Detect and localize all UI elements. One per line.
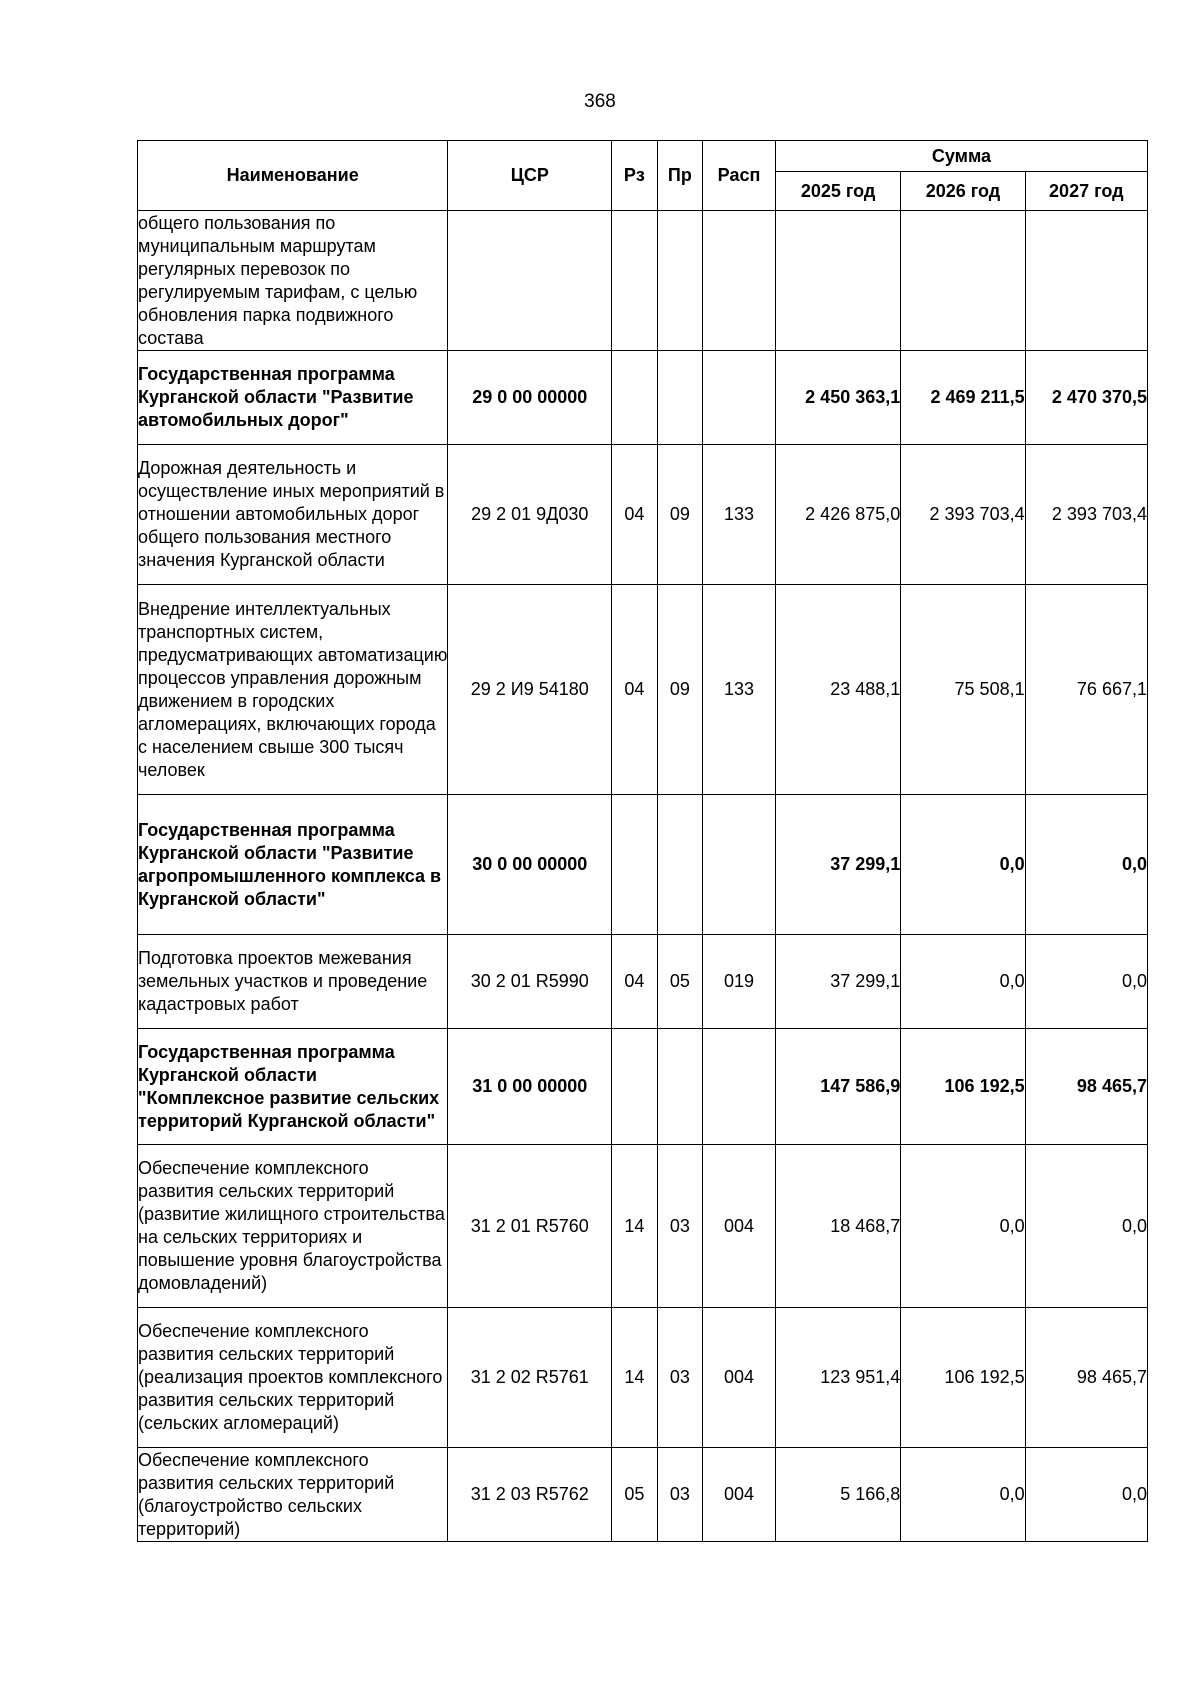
column-header-rz: Рз (612, 141, 657, 211)
row-rz: 14 (612, 1145, 657, 1308)
row-amount-2026: 0,0 (901, 795, 1025, 935)
row-rz: 14 (612, 1308, 657, 1448)
row-rz (612, 211, 657, 351)
row-pr (657, 795, 702, 935)
table-row-program (138, 1029, 1148, 1145)
row-rasp (703, 1029, 776, 1145)
row-name: Обеспечение комплексного развития сельских территорий (развитие жилищного строительства на сельских территориях и повышение уровня благоустройства домовладений) (138, 1145, 448, 1308)
row-rasp: 133 (703, 445, 776, 585)
row-amount-2027: 2 393 703,4 (1025, 445, 1147, 585)
page-number: 368 (584, 91, 616, 112)
row-name: Государственная программа Курганской области "Развитие автомобильных дорог" (138, 351, 448, 445)
row-rz (612, 351, 657, 445)
row-csr: 31 2 02 R5761 (448, 1308, 612, 1448)
row-amount-2025 (775, 211, 900, 351)
column-header-rasp: Расп (703, 141, 776, 211)
row-pr (657, 351, 702, 445)
row-name: Внедрение интеллектуальных транспортных систем, предусматривающих автоматизацию процессов управления дорожным движением в городских агломерациях, включающих города с населением свыше 300 тысяч человек (138, 585, 448, 795)
column-header-name: Наименование (138, 141, 448, 211)
table-row (138, 585, 1148, 795)
row-rz: 04 (612, 935, 657, 1029)
row-rasp (703, 211, 776, 351)
column-header-sum: Сумма (775, 141, 1147, 172)
row-name: Государственная программа Курганской области "Развитие агропромышленного комплекса в Курганской области" (138, 795, 448, 935)
row-csr: 29 2 01 9Д030 (448, 445, 612, 585)
row-amount-2027: 0,0 (1025, 795, 1147, 935)
row-amount-2025: 37 299,1 (775, 935, 900, 1029)
row-amount-2026 (901, 211, 1025, 351)
table-row (138, 1448, 1148, 1542)
table-header-row (138, 141, 1148, 172)
row-amount-2025: 2 426 875,0 (775, 445, 900, 585)
row-pr: 03 (657, 1145, 702, 1308)
row-csr: 29 2 И9 54180 (448, 585, 612, 795)
row-amount-2026: 0,0 (901, 1145, 1025, 1308)
row-rasp: 004 (703, 1145, 776, 1308)
row-name: общего пользования по муниципальным маршрутам регулярных перевозок по регулируемым тарифам, с целью обновления парка подвижного состава (138, 211, 448, 351)
row-amount-2027: 0,0 (1025, 935, 1147, 1029)
row-rasp: 004 (703, 1308, 776, 1448)
row-csr: 30 0 00 00000 (448, 795, 612, 935)
row-amount-2026: 0,0 (901, 935, 1025, 1029)
row-amount-2027: 98 465,7 (1025, 1308, 1147, 1448)
row-amount-2027: 98 465,7 (1025, 1029, 1147, 1145)
row-name: Государственная программа Курганской области "Комплексное развитие сельских территорий Курганской области" (138, 1029, 448, 1145)
row-csr (448, 211, 612, 351)
table-row (138, 211, 1148, 351)
row-amount-2025: 18 468,7 (775, 1145, 900, 1308)
column-header-2027: 2027 год (1025, 172, 1147, 211)
table-row (138, 1308, 1148, 1448)
row-amount-2027: 0,0 (1025, 1448, 1147, 1542)
row-amount-2025: 123 951,4 (775, 1308, 900, 1448)
row-csr: 30 2 01 R5990 (448, 935, 612, 1029)
row-rasp (703, 351, 776, 445)
row-amount-2027 (1025, 211, 1147, 351)
table-row (138, 1145, 1148, 1308)
table-row (138, 445, 1148, 585)
row-amount-2027: 76 667,1 (1025, 585, 1147, 795)
row-amount-2025: 37 299,1 (775, 795, 900, 935)
row-csr: 31 2 03 R5762 (448, 1448, 612, 1542)
row-amount-2025: 147 586,9 (775, 1029, 900, 1145)
row-rz: 04 (612, 585, 657, 795)
table-row-program (138, 351, 1148, 445)
row-pr: 09 (657, 585, 702, 795)
row-csr: 31 2 01 R5760 (448, 1145, 612, 1308)
row-amount-2027: 0,0 (1025, 1145, 1147, 1308)
row-amount-2027: 2 470 370,5 (1025, 351, 1147, 445)
budget-table (137, 140, 1148, 1542)
row-pr: 03 (657, 1448, 702, 1542)
row-amount-2025: 2 450 363,1 (775, 351, 900, 445)
row-amount-2025: 5 166,8 (775, 1448, 900, 1542)
table-row (138, 935, 1148, 1029)
row-rz (612, 795, 657, 935)
row-rasp: 019 (703, 935, 776, 1029)
row-name: Подготовка проектов межевания земельных участков и проведение кадастровых работ (138, 935, 448, 1029)
row-name: Обеспечение комплексного развития сельских территорий (благоустройство сельских территорий) (138, 1448, 448, 1542)
row-rasp: 133 (703, 585, 776, 795)
row-rz: 05 (612, 1448, 657, 1542)
row-amount-2026: 106 192,5 (901, 1308, 1025, 1448)
row-pr (657, 211, 702, 351)
row-amount-2026: 75 508,1 (901, 585, 1025, 795)
row-amount-2025: 23 488,1 (775, 585, 900, 795)
column-header-2026: 2026 год (901, 172, 1025, 211)
row-pr: 03 (657, 1308, 702, 1448)
row-pr: 05 (657, 935, 702, 1029)
row-name: Дорожная деятельность и осуществление иных мероприятий в отношении автомобильных дорог общего пользования местного значения Курганской области (138, 445, 448, 585)
column-header-2025: 2025 год (775, 172, 900, 211)
column-header-csr: ЦСР (448, 141, 612, 211)
row-amount-2026: 2 393 703,4 (901, 445, 1025, 585)
row-amount-2026: 106 192,5 (901, 1029, 1025, 1145)
row-name: Обеспечение комплексного развития сельских территорий (реализация проектов комплексного развития сельских территорий (сельских агломераций) (138, 1308, 448, 1448)
row-amount-2026: 2 469 211,5 (901, 351, 1025, 445)
row-rasp: 004 (703, 1448, 776, 1542)
column-header-pr: Пр (657, 141, 702, 211)
row-pr (657, 1029, 702, 1145)
row-csr: 29 0 00 00000 (448, 351, 612, 445)
row-rasp (703, 795, 776, 935)
row-pr: 09 (657, 445, 702, 585)
row-csr: 31 0 00 00000 (448, 1029, 612, 1145)
row-rz (612, 1029, 657, 1145)
row-amount-2026: 0,0 (901, 1448, 1025, 1542)
table-row-program (138, 795, 1148, 935)
row-rz: 04 (612, 445, 657, 585)
